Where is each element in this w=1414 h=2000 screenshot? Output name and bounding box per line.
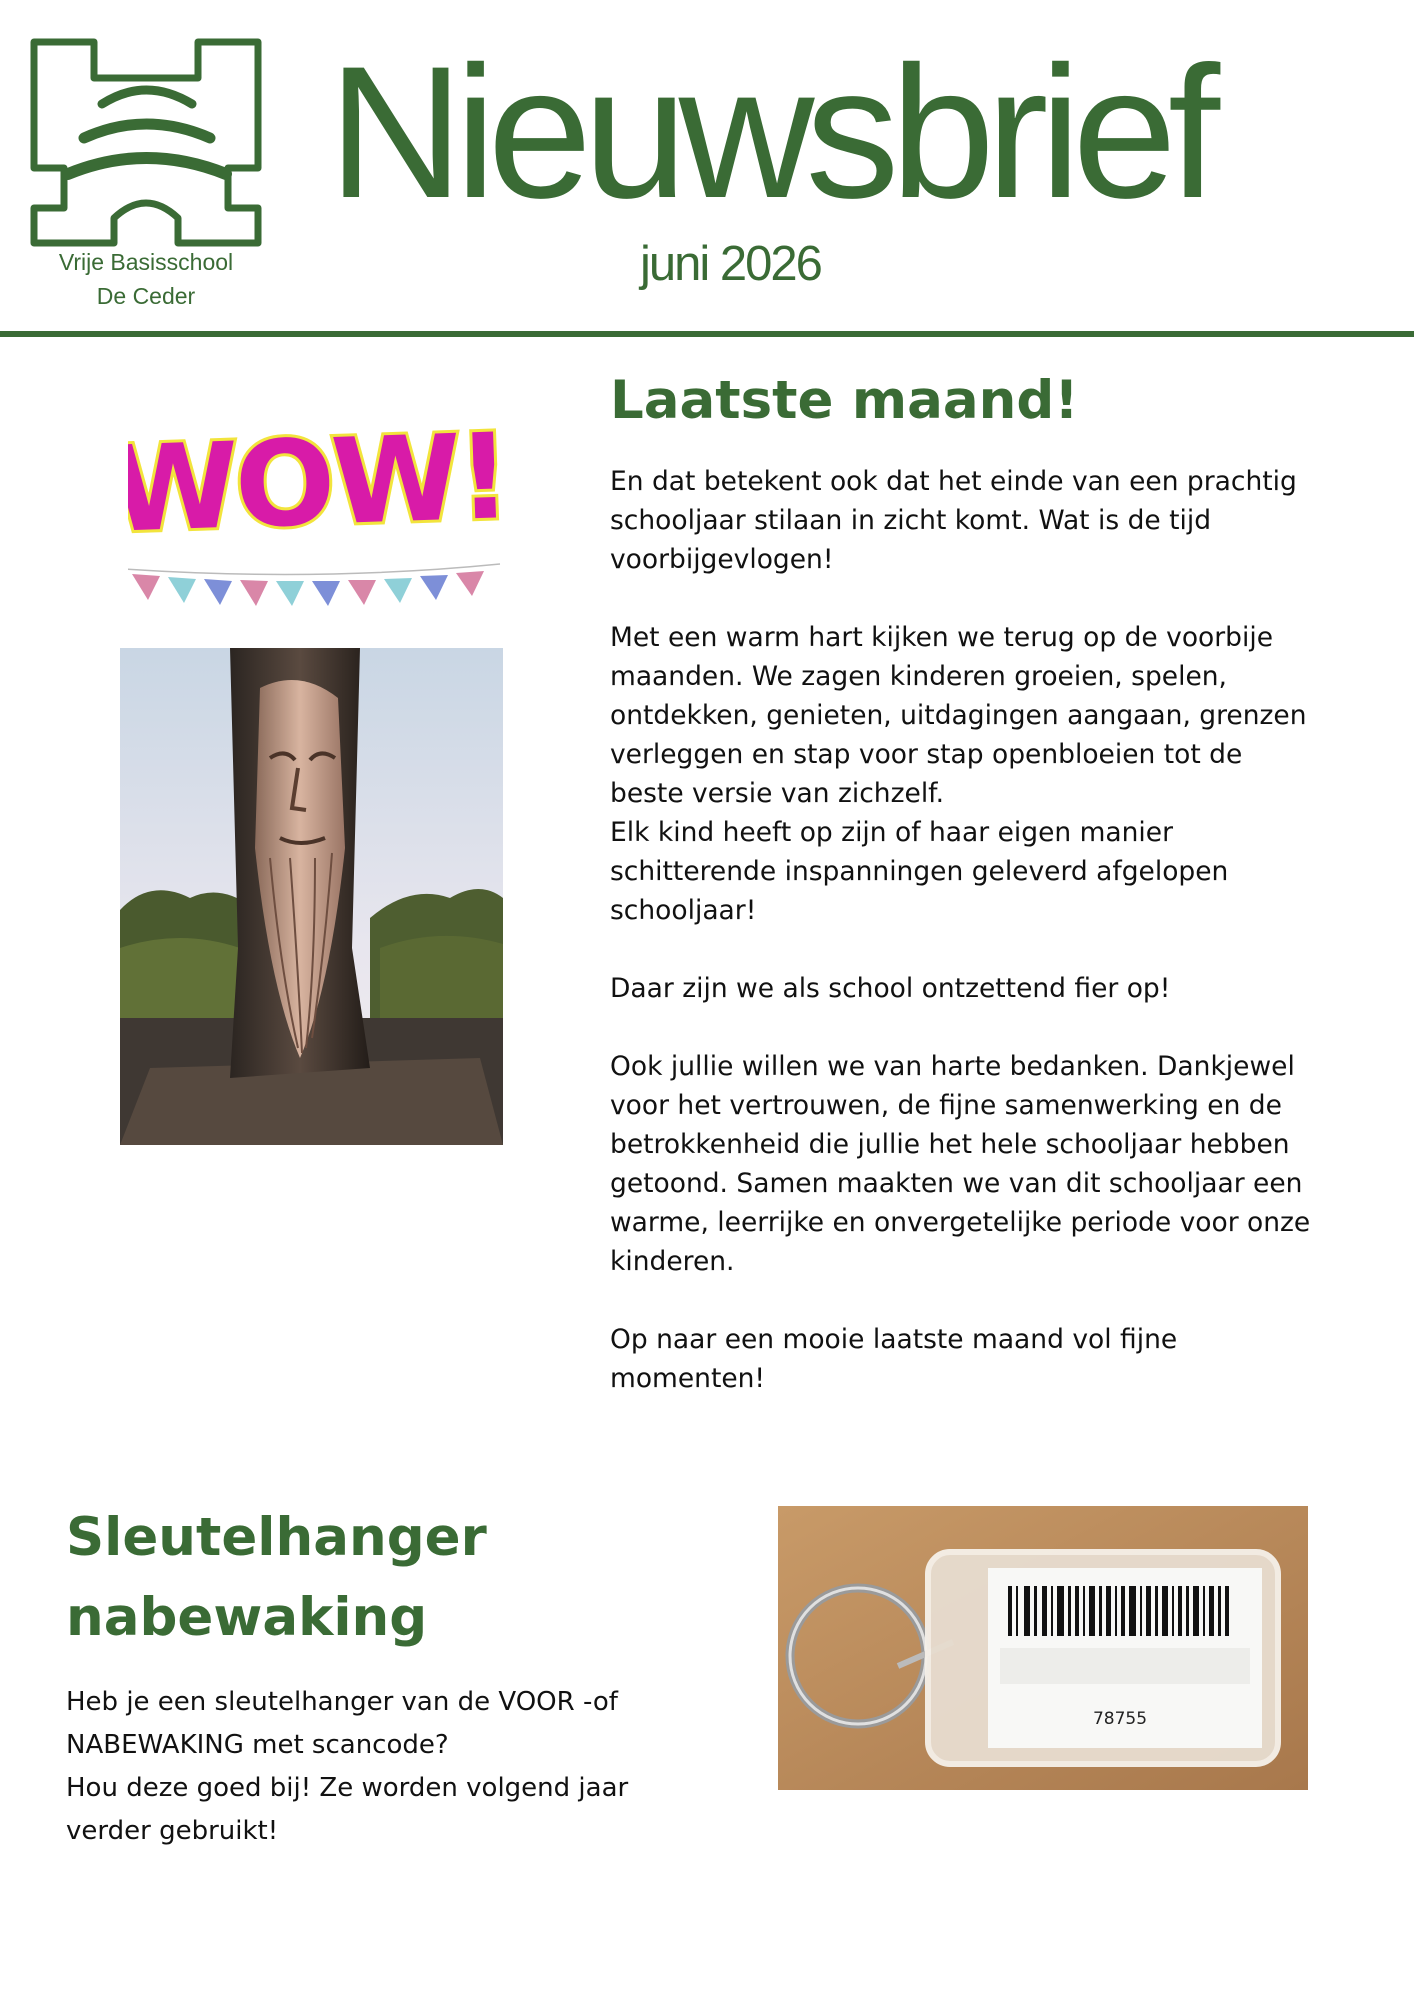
article-heading-last-month: Laatste maand!	[610, 370, 1079, 431]
bunting-flags	[132, 571, 484, 606]
keychain-code: 78755	[1092, 1709, 1148, 1729]
school-name-line2: De Ceder	[96, 283, 196, 309]
paragraph: Met een warm hart kijken we terug op de voorbije maanden. We zagen kinderen groeien, spelen, ontdekken, genieten, uitdagingen aangaan, grenzen verleggen en stap voor stap openbloeien tot de beste versie van zichzelf. Elk kind heeft op zijn of haar eigen manier schitterende inspanningen geleverd afgelopen schooljaar!	[610, 622, 1307, 926]
castle-logo-icon	[28, 38, 264, 248]
paragraph: En dat betekent ook dat het einde van een prachtig schooljaar stilaan in zicht komt. Wat is de tijd voorbijgevlogen!	[610, 466, 1297, 575]
school-name-line1: Vrije Basisschool	[58, 249, 234, 275]
wow-graphic	[128, 404, 508, 634]
tree-carving-photo	[120, 648, 503, 1145]
keychain-photo	[778, 1506, 1308, 1790]
school-logo	[28, 38, 264, 318]
article-heading-keychain: Sleutelhanger nabewaking	[66, 1507, 487, 1648]
header-divider	[0, 331, 1414, 337]
wow-sticker	[128, 404, 508, 634]
paragraph: Ook jullie willen we van harte bedanken. Dankjewel voor het vertrouwen, de fijne samenwerking en de betrokkenheid die jullie het hele schooljaar hebben getoond. Samen maakten we van dit schooljaar een warme, leerrijke en onvergetelijke periode voor onze kinderen.	[610, 1051, 1311, 1277]
paragraph: Daar zijn we als school ontzettend fier op!	[610, 973, 1171, 1004]
article-body-last-month	[610, 462, 1350, 1398]
article-body-keychain: Heb je een sleutelhanger van de VOOR -of NABEWAKING met scancode? Hou deze goed bij! Ze worden volgend jaar verder gebruikt!	[66, 1687, 629, 1846]
newsletter-title: Nieuwsbrief	[328, 27, 1212, 237]
newsletter-date: juni 2026	[640, 237, 821, 291]
wow-text: WOW!	[128, 407, 508, 559]
paragraph: Op naar een mooie laatste maand vol fijne momenten!	[610, 1324, 1178, 1394]
